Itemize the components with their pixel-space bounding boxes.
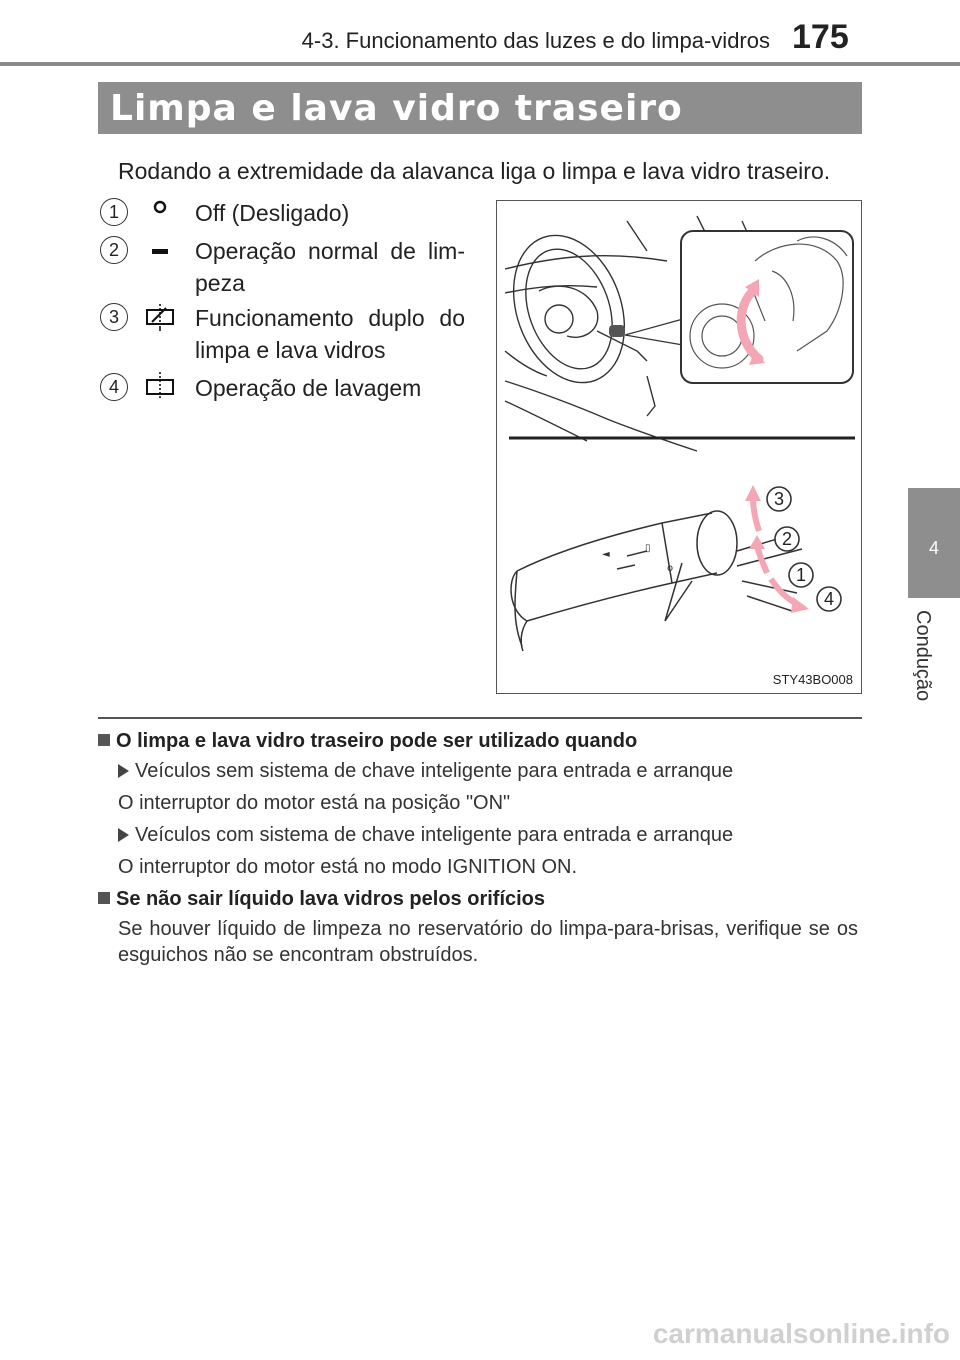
note-condition-text: Veículos com sistema de chave inteligente para entrada e arranque (135, 824, 734, 846)
header-section-title: 4-3. Funcionamento das luzes e do limpa-vidros (301, 28, 770, 53)
section-title: Limpa e lava vidro traseiro (110, 88, 683, 129)
note-condition-text: Veículos sem sistema de chave inteligente para entrada e arranque (135, 760, 734, 782)
figure-illustration (497, 201, 860, 692)
note-condition-1 (118, 760, 878, 783)
position-number: 2 (100, 236, 128, 264)
chapter-number: 4 (928, 538, 939, 558)
square-bullet-icon (98, 892, 110, 904)
note-heading-text: O limpa e lava vidro traseiro pode ser utilizado quando (116, 730, 638, 752)
chapter-label (904, 610, 944, 710)
position-number: 4 (100, 373, 128, 401)
position-number: 1 (100, 198, 128, 226)
triangle-bullet-icon (118, 764, 129, 778)
position-label: Funcionamento duplo do limpa e lava vidros (195, 305, 465, 363)
position-list (0, 0, 490, 440)
dash-icon (140, 235, 180, 267)
page-number: 175 (792, 18, 849, 56)
position-label: Operação normal de lim- peza (195, 238, 465, 296)
section-rule (98, 717, 862, 719)
callout-1: 1 (795, 565, 807, 585)
wiper-lever-figure (496, 200, 862, 694)
note-detail-1: O interruptor do motor está na posição "ON" (118, 792, 511, 814)
position-number: 3 (100, 303, 128, 331)
position-label: Operação de lavagem (195, 375, 422, 401)
watermark: carmanualsonline.info (652, 1318, 950, 1349)
square-bullet-icon (98, 734, 110, 746)
wash-icon (140, 370, 180, 402)
note-paragraph: Se houver líquido de limpeza no reservatório do limpa-para-brisas, verifique se os esguichos não se encontram obstruídos. (118, 918, 858, 966)
note-detail-2: O interruptor do motor está no modo IGNITION ON. (118, 856, 578, 878)
svg-text:o: o (667, 563, 674, 574)
note-heading-text: Se não sair líquido lava vidros pelos orifícios (116, 888, 546, 910)
position-label: Off (Desligado) (195, 200, 350, 226)
callout-2: 2 (781, 529, 793, 549)
svg-text:▯: ▯ (645, 543, 651, 554)
note-condition-2 (118, 824, 878, 847)
callout-3: 3 (773, 489, 785, 509)
note-heading-1 (98, 730, 868, 753)
off-circle-icon (140, 197, 180, 229)
svg-text:◄: ◄ (602, 549, 610, 560)
chapter-label-text: Condução (912, 610, 934, 702)
note-heading-2 (98, 888, 868, 911)
wash-wipe-icon (140, 300, 180, 332)
triangle-bullet-icon (118, 828, 129, 842)
figure-code: STY43BO008 (772, 672, 853, 687)
intro-text: Rodando a extremidade da alavanca liga o limpa e lava vidro traseiro. (118, 158, 831, 184)
callout-4: 4 (823, 589, 835, 609)
chapter-tab (908, 488, 960, 598)
